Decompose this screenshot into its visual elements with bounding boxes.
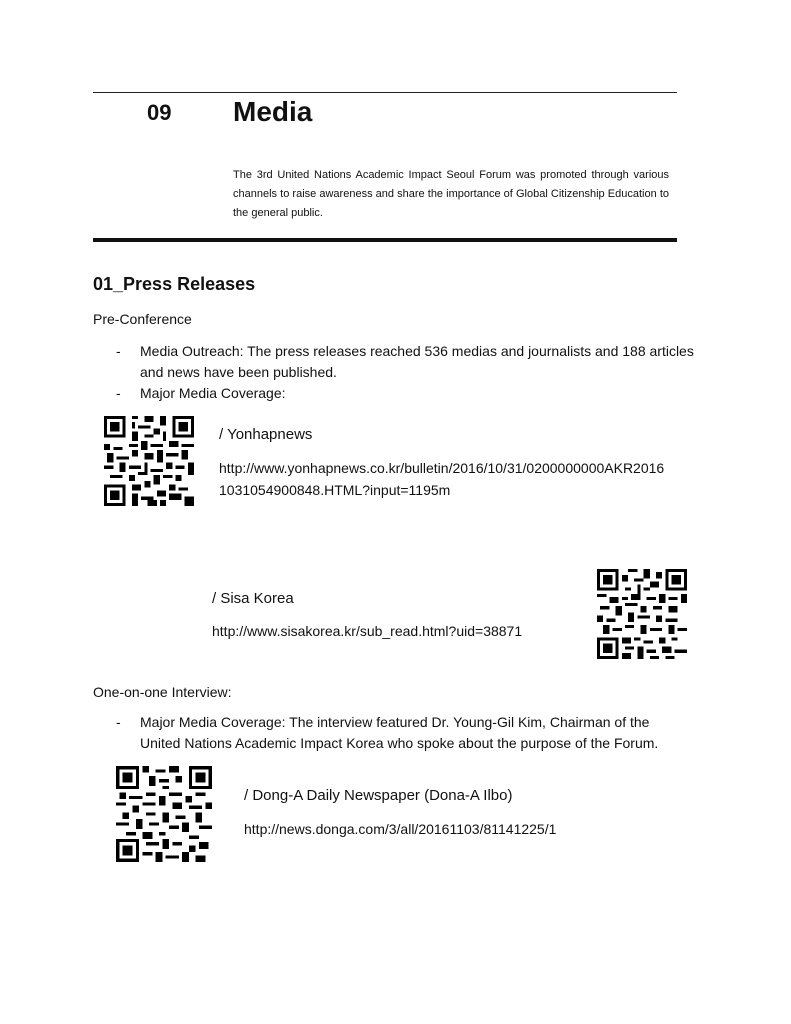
header-rule-top <box>93 92 677 93</box>
chapter-number: 09 <box>147 100 172 125</box>
media-url-sisakorea[interactable]: http://www.sisakorea.kr/sub_read.html?uid=38871 <box>212 623 523 639</box>
chapter-intro: The 3rd United Nations Academic Impact Seoul Forum was promoted through various channels to raise awareness and share the importance of Global Citizenship Education to the general public. <box>233 169 669 219</box>
qr-code-icon[interactable] <box>597 569 687 659</box>
media-source-donga: / Dong-A Daily Newspaper (Dona-A Ilbo) <box>244 787 513 804</box>
qr-code-icon[interactable] <box>104 416 194 506</box>
media-url-yonhapnews[interactable]: http://www.yonhapnews.co.kr/bulletin/2016/10/31/0200000000AKR20161031054900848.HTML?input=1195m <box>219 460 665 498</box>
media-url-donga[interactable]: http://news.donga.com/3/all/20161103/81141225/1 <box>244 821 557 837</box>
header-rule-bottom <box>93 238 677 242</box>
interview-label: One-on-one Interview: <box>93 684 232 700</box>
bullet-media-outreach: - Media Outreach: The press releases reached 536 medias and journalists and 188 articles and news have been published. <box>116 343 694 380</box>
bullet-text: Major Media Coverage: <box>140 385 286 401</box>
qr-code-icon[interactable] <box>116 766 212 862</box>
media-source-yonhapnews: / Yonhapnews <box>219 426 313 443</box>
bullet-interview-coverage: - Major Media Coverage: The interview featured Dr. Young-Gil Kim, Chairman of the United Nations Academic Impact Korea who spoke about the purpose of the Forum. <box>116 714 659 751</box>
bullet-text: Major Media Coverage: The interview featured Dr. Young-Gil Kim, Chairman of the United Nations Academic Impact Korea who spoke about the purpose of the Forum. <box>140 714 659 751</box>
media-source-sisakorea: / Sisa Korea <box>212 590 294 607</box>
pre-conference-label: Pre-Conference <box>93 311 192 327</box>
section-title: 01_Press Releases <box>93 274 256 294</box>
bullet-major-coverage: - Major Media Coverage: <box>116 385 286 401</box>
bullet-text: Media Outreach: The press releases reached 536 medias and journalists and 188 articles and news have been published. <box>140 343 694 380</box>
chapter-title: Media <box>233 96 313 127</box>
